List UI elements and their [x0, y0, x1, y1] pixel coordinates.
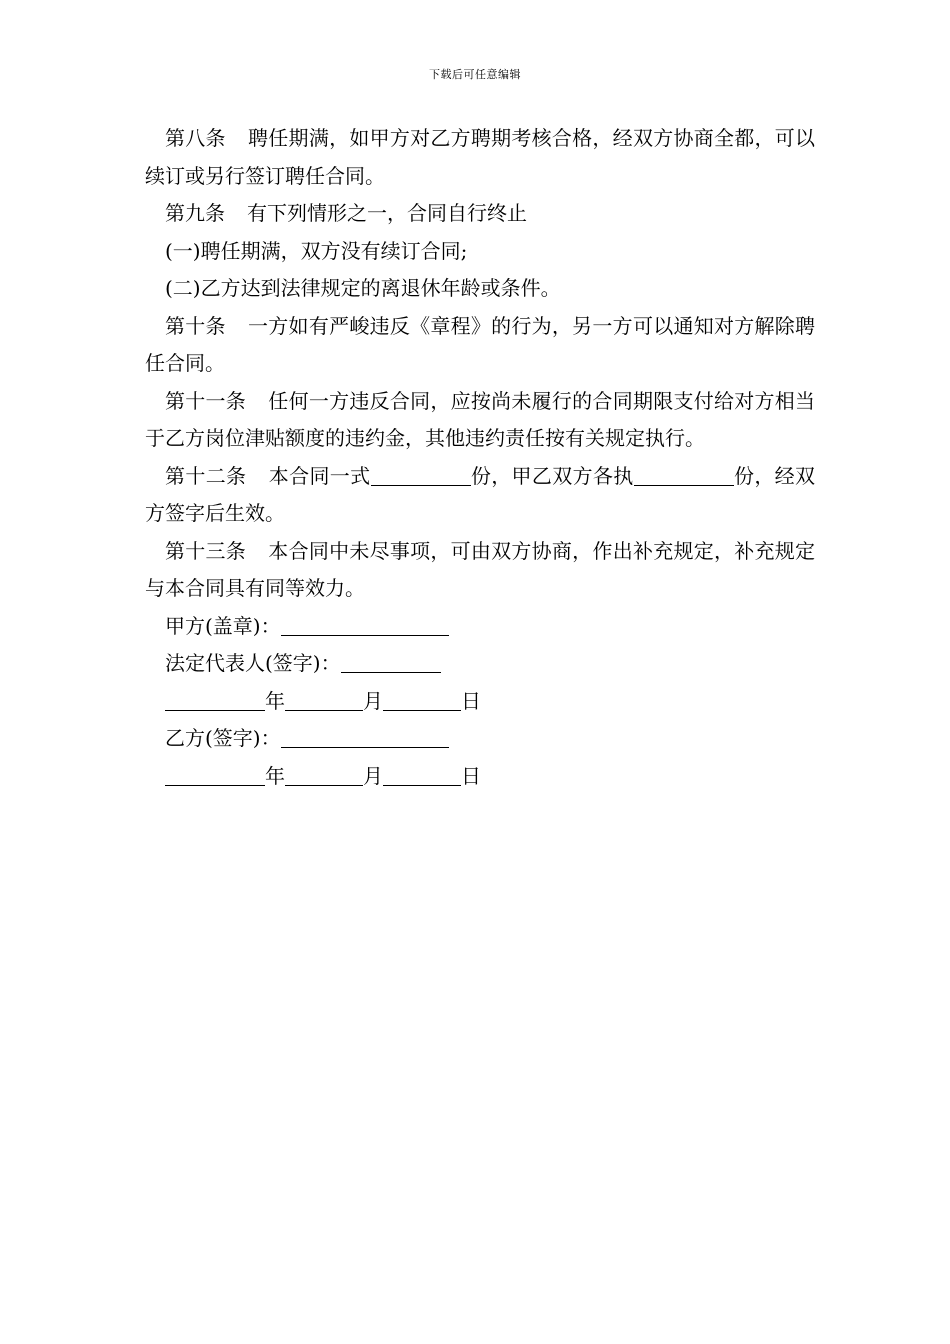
month-label: 月	[363, 688, 383, 713]
party-b-signature-blank[interactable]	[281, 727, 449, 748]
copies-total-blank[interactable]	[371, 465, 471, 486]
article-8-text: 聘任期满，如甲方对乙方聘期考核合格，经双方协商全都，可以续订或另行签订聘任合同。	[145, 126, 816, 188]
party-a-day-blank[interactable]	[383, 690, 461, 711]
month-label: 月	[363, 763, 383, 788]
article-12-text-before: 本合同一式	[268, 463, 371, 488]
party-b-date-line	[145, 758, 815, 796]
party-b-month-blank[interactable]	[285, 765, 363, 786]
article-9-item-1: (一)聘任期满，双方没有续订合同;	[165, 238, 468, 263]
party-a-year-blank[interactable]	[165, 690, 265, 711]
article-13-text: 本合同中未尽事项，可由双方协商，作出补充规定，补充规定与本合同具有同等效力。	[145, 538, 816, 600]
legal-rep-label: 法定代表人(签字)：	[165, 651, 341, 675]
page-header: 下载后可任意编辑	[429, 68, 521, 81]
party-b-day-blank[interactable]	[383, 765, 461, 786]
contract-body	[145, 120, 815, 795]
party-a-label: 甲方(盖章)：	[165, 613, 281, 638]
party-b-year-blank[interactable]	[165, 765, 265, 786]
article-8	[145, 120, 815, 195]
article-13	[145, 533, 815, 608]
article-9-item-2: (二)乙方达到法律规定的离退休年龄或条件。	[165, 276, 561, 300]
article-12	[145, 458, 815, 533]
copies-each-blank[interactable]	[634, 465, 734, 486]
article-10-text: 一方如有严峻违反《章程》的行为，另一方可以通知对方解除聘任合同。	[145, 313, 816, 375]
article-12-title: 第十二条	[165, 463, 247, 488]
article-10-title: 第十条	[165, 313, 226, 338]
article-12-text-after: 份，经双方签字后生效。	[145, 463, 816, 525]
year-label: 年	[265, 688, 285, 713]
party-a-signature-line	[145, 608, 815, 646]
party-b-signature-line	[145, 720, 815, 758]
legal-rep-signature-blank[interactable]	[341, 652, 441, 673]
legal-rep-signature-line	[145, 645, 815, 683]
party-a-seal-blank[interactable]	[281, 615, 449, 636]
article-11-text: 任何一方违反合同，应按尚未履行的合同期限支付给对方相当于乙方岗位津贴额度的违约金，其他违约责任按有关规定执行。	[145, 388, 816, 450]
article-11	[145, 383, 815, 458]
article-11-title: 第十一条	[165, 388, 247, 413]
party-a-month-blank[interactable]	[285, 690, 363, 711]
party-b-label: 乙方(签字)：	[165, 726, 281, 750]
article-9-text: 有下列情形之一，合同自行终止	[247, 201, 527, 225]
year-label: 年	[265, 763, 285, 788]
article-8-title: 第八条	[165, 126, 226, 150]
day-label: 日	[461, 763, 481, 788]
article-9-title: 第九条	[165, 201, 225, 225]
article-13-title: 第十三条	[165, 538, 247, 563]
article-10	[145, 308, 815, 383]
day-label: 日	[461, 688, 481, 713]
article-9	[145, 195, 815, 233]
article-12-text-middle: 份，甲乙双方各执	[470, 463, 634, 488]
party-a-date-line	[145, 683, 815, 721]
